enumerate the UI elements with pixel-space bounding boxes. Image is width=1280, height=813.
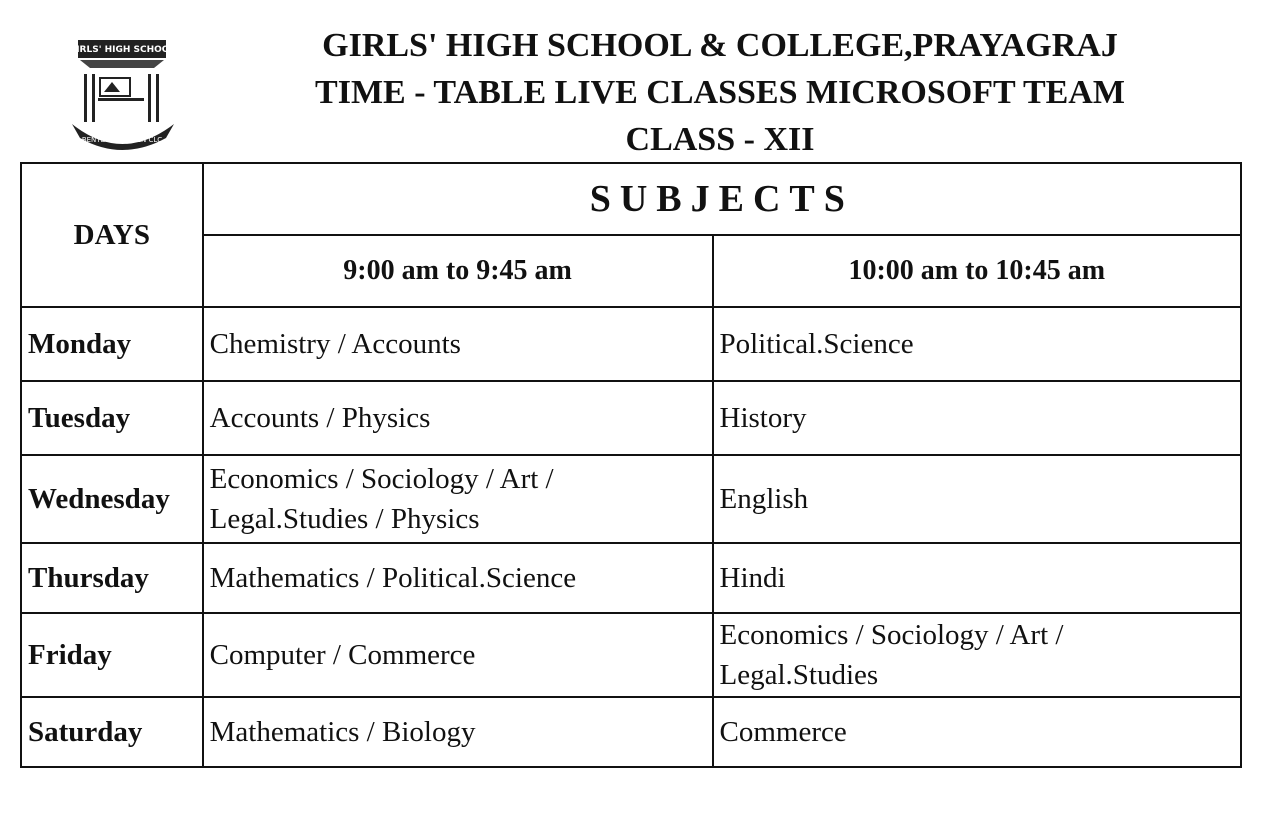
slot2-cell: Commerce	[713, 697, 1242, 767]
table-row	[21, 307, 1241, 381]
slot-header-2: 10:00 am to 10:45 am	[713, 235, 1242, 307]
day-cell: Monday	[21, 307, 203, 381]
slot1-cell: Economics / Sociology / Art / Legal.Studies / Physics	[203, 455, 713, 543]
svg-text:GIRLS' HIGH SCHOOL: GIRLS' HIGH SCHOOL	[68, 45, 176, 55]
school-logo	[62, 34, 182, 156]
school-name: GIRLS' HIGH SCHOOL & COLLEGE,PRAYAGRAJ	[322, 27, 1118, 64]
table-row	[21, 697, 1241, 767]
school-crest-icon	[62, 34, 182, 156]
timetable-title: TIME - TABLE LIVE CLASSES MICROSOFT TEAM	[315, 74, 1125, 111]
slot2-cell: Hindi	[713, 543, 1242, 613]
subjects-header: SUBJECTS	[203, 163, 1241, 235]
slot1-cell: Mathematics / Biology	[203, 697, 713, 767]
document-header	[240, 22, 1200, 163]
slot1-cell: Mathematics / Political.Science	[203, 543, 713, 613]
class-title: CLASS - XII	[625, 121, 815, 158]
day-cell: Thursday	[21, 543, 203, 613]
slot2-cell: English	[713, 455, 1242, 543]
days-header: DAYS	[21, 163, 203, 307]
table-row	[21, 381, 1241, 455]
day-cell: Friday	[21, 613, 203, 697]
table-row	[21, 613, 1241, 697]
day-cell: Saturday	[21, 697, 203, 767]
slot1-cell: Accounts / Physics	[203, 381, 713, 455]
timetable	[20, 162, 1242, 768]
svg-text:BENTEN PROHTEN CLC: BENTEN PROHTEN CLC	[81, 136, 163, 144]
table-row	[21, 543, 1241, 613]
slot2-cell: Economics / Sociology / Art / Legal.Studies	[713, 613, 1242, 697]
slot1-cell: Computer / Commerce	[203, 613, 713, 697]
slot-header-1: 9:00 am to 9:45 am	[203, 235, 713, 307]
slot1-cell: Chemistry / Accounts	[203, 307, 713, 381]
table-row	[21, 455, 1241, 543]
day-cell: Tuesday	[21, 381, 203, 455]
slot2-cell: Political.Science	[713, 307, 1242, 381]
slot2-cell: History	[713, 381, 1242, 455]
day-cell: Wednesday	[21, 455, 203, 543]
